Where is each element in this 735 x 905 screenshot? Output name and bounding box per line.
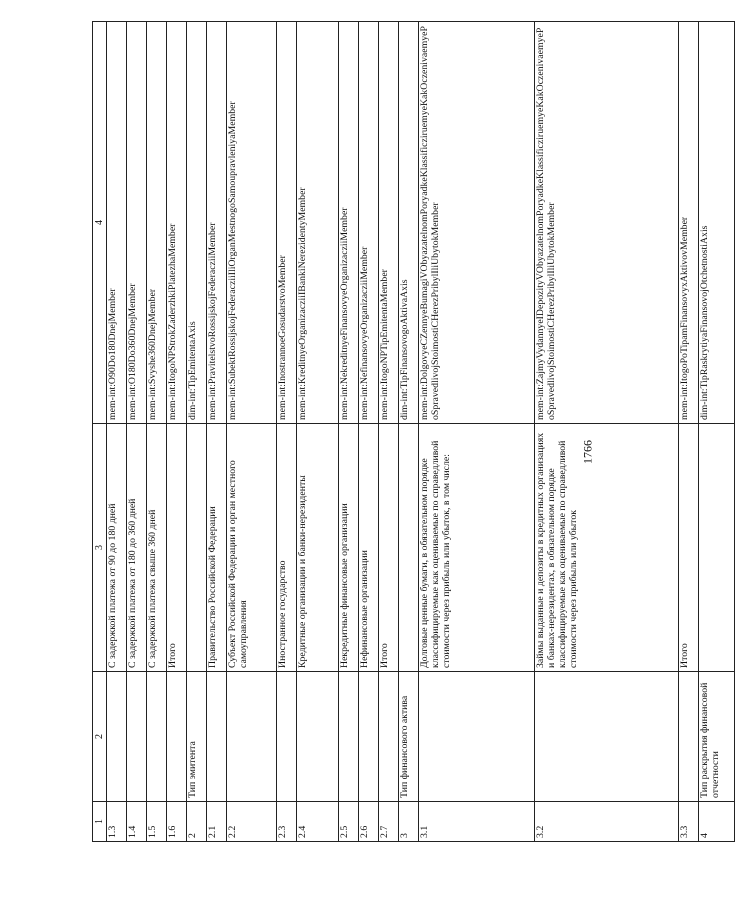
cell-c2	[419, 672, 535, 802]
cell-c3: Некредитные финансовые организации	[339, 424, 359, 672]
cell-c4: mem-int:ItogoNPStrokZaderzhkiPlatezhaMember	[167, 22, 187, 424]
cell-c3: Долговые ценные бумаги, в обязательном порядке классифицируемые как оцениваемые по справедливой стоимости через прибыль или убыток, в том числе:	[419, 424, 535, 672]
cell-c1: 2.4	[297, 802, 339, 842]
cell-c4: dim-int:TipEmitentaAxis	[187, 22, 207, 424]
cell-c3: Итого	[167, 424, 187, 672]
cell-c1: 3.2	[535, 802, 679, 842]
cell-c4: mem-int:PravitelstvoRossijskojFederacziiMember	[207, 22, 227, 424]
cell-c3: С задержкой платежа от 180 до 360 дней	[127, 424, 147, 672]
cell-c2: Тип раскрытия финансовой отчетности	[699, 672, 735, 802]
cell-c3: Итого	[679, 424, 699, 672]
cell-c1: 2	[187, 802, 207, 842]
table-row	[339, 22, 359, 842]
cell-c4: mem-int:ZajmyVydannyeIDepozityVObyazatelnomPoryadkeKlassificziruemyeKakOczenivaemyePoSpravedlivojStoimostiCHerezPribylIliUbytokMember	[535, 22, 679, 424]
table-row	[227, 22, 277, 842]
cell-c4: dim-int:TipRaskrytiyaFinansovojOtchetnostiAxis	[699, 22, 735, 424]
cell-c2	[227, 672, 277, 802]
cell-c4: mem-int:DolgovyeCZennyeBumagiVObyazatelnomPoryadkeKlassificziruemyeKakOczenivaemyePoSpravedlivojStoimostiCHerezPribylIliUbytokMember	[419, 22, 535, 424]
table-row	[167, 22, 187, 842]
cell-c2	[207, 672, 227, 802]
table-row	[379, 22, 399, 842]
cell-c2: Тип финансового актива	[399, 672, 419, 802]
table-row	[277, 22, 297, 842]
cell-c3	[187, 424, 207, 672]
cell-c4: dim-int:TipFinansovogoAktivaAxis	[399, 22, 419, 424]
cell-c2	[679, 672, 699, 802]
cell-c1: 2.1	[207, 802, 227, 842]
cell-c2: Тип эмитента	[187, 672, 207, 802]
cell-c3: Нефинансовые организации	[359, 424, 379, 672]
cell-c4: mem-int:O90Do180DnejMember	[107, 22, 127, 424]
cell-c3: Иностранное государство	[277, 424, 297, 672]
cell-c1: 1.5	[147, 802, 167, 842]
cell-c2	[535, 672, 679, 802]
cell-c3: Субъект Российской Федерации и орган местного самоуправления	[227, 424, 277, 672]
cell-c2	[147, 672, 167, 802]
cell-c1: 1.4	[127, 802, 147, 842]
cell-c4: mem-int:SubektRossijskojFederacziiIliOrganMestnogoSamoupravleniyaMember	[227, 22, 277, 424]
table-row	[107, 22, 127, 842]
cell-c4: mem-int:ItogoNPTipEmitentaMember	[379, 22, 399, 424]
header-cell-4: 4	[93, 22, 107, 424]
header-row	[93, 22, 107, 842]
cell-c1: 2.2	[227, 802, 277, 842]
cell-c1: 1.6	[167, 802, 187, 842]
table-row	[187, 22, 207, 842]
header-cell-1: 1	[93, 802, 107, 842]
cell-c4: mem-int:ItogoPoTipamFinansovyxAktivovMember	[679, 22, 699, 424]
cell-c1: 3.1	[419, 802, 535, 842]
table-row	[699, 22, 735, 842]
cell-c2	[107, 672, 127, 802]
cell-c1: 1.3	[107, 802, 127, 842]
table-row	[419, 22, 535, 842]
cell-c3: Займы выданные и депозиты в кредитных организациях и банках-нерезидентах, в обязательном порядке классифицируемые как оцениваемые по справедливой стоимости через прибыль или убыток	[535, 424, 679, 672]
cell-c3: С задержкой платежа от 90 до 180 дней	[107, 424, 127, 672]
cell-c1: 3.3	[679, 802, 699, 842]
cell-c2	[297, 672, 339, 802]
cell-c1: 3	[399, 802, 419, 842]
cell-c4: mem-int:NekreditnyeFinansovyeOrganizacziiMember	[339, 22, 359, 424]
cell-c2	[277, 672, 297, 802]
cell-c2	[167, 672, 187, 802]
cell-c2	[379, 672, 399, 802]
cell-c4: mem-int:InostrannoeGosudarstvoMember	[277, 22, 297, 424]
cell-c4: mem-int:KreditnyeOrganizacziiIBankiNerezidentyMember	[297, 22, 339, 424]
cell-c1: 2.5	[339, 802, 359, 842]
table-row	[127, 22, 147, 842]
table-row	[679, 22, 699, 842]
page-number: 1766	[580, 440, 595, 464]
cell-c4: mem-int:O180Do360DnejMember	[127, 22, 147, 424]
table-row	[147, 22, 167, 842]
cell-c3: Итого	[379, 424, 399, 672]
cell-c1: 2.7	[379, 802, 399, 842]
table-row	[359, 22, 379, 842]
cell-c1: 2.3	[277, 802, 297, 842]
cell-c3: Кредитные организации и банки-нерезиденты	[297, 424, 339, 672]
cell-c4: mem-int:Svyshe360DnejMember	[147, 22, 167, 424]
cell-c3	[399, 424, 419, 672]
table-row	[399, 22, 419, 842]
element-mapping-table	[92, 21, 735, 842]
cell-c4: mem-int:NefinansovyeOrganizacziiMember	[359, 22, 379, 424]
cell-c2	[339, 672, 359, 802]
cell-c3: Правительство Российской Федерации	[207, 424, 227, 672]
cell-c1: 4	[699, 802, 735, 842]
cell-c1: 2.6	[359, 802, 379, 842]
cell-c2	[127, 672, 147, 802]
table-row	[535, 22, 679, 842]
cell-c3	[699, 424, 735, 672]
table-row	[297, 22, 339, 842]
table-row	[207, 22, 227, 842]
header-cell-3: 3	[93, 424, 107, 672]
cell-c2	[359, 672, 379, 802]
cell-c3: С задержкой платежа свыше 360 дней	[147, 424, 167, 672]
header-cell-2: 2	[93, 672, 107, 802]
